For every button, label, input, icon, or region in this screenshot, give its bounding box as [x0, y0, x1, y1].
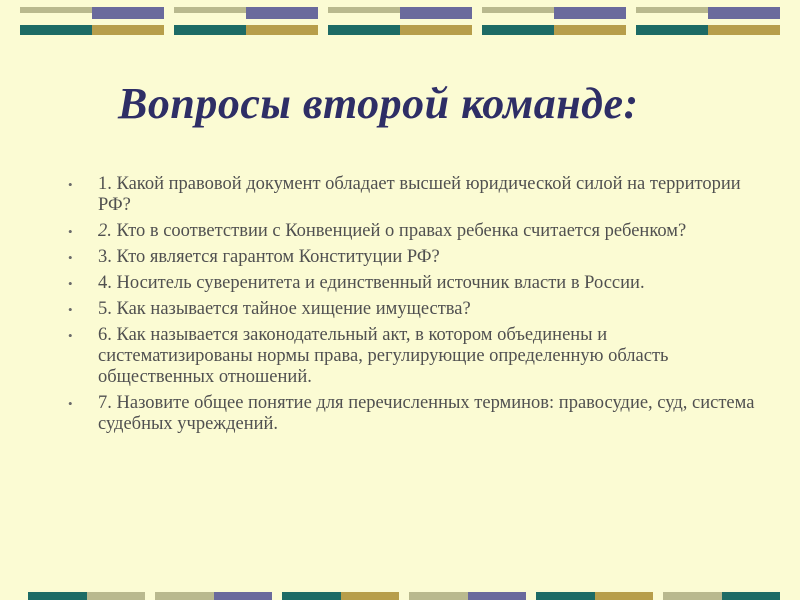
question-item-3	[66, 247, 756, 268]
question-number: 3.	[98, 247, 112, 267]
question-text: Кто в соответствии с Конвенцией о правах ребенка считается ребенком?	[111, 221, 687, 241]
bullet: •	[68, 396, 73, 411]
slide-title: Вопросы второй команде:	[118, 79, 639, 128]
band-tile	[482, 7, 626, 35]
question-number: 4.	[98, 273, 112, 293]
band-tile	[328, 7, 472, 35]
question-item-2	[66, 221, 756, 242]
top-decorative-band	[20, 7, 780, 35]
bullet: •	[68, 276, 73, 291]
band-tile	[174, 7, 318, 35]
question-item-1	[66, 174, 756, 216]
bottom-decorative-band	[0, 592, 800, 600]
question-text: Носитель суверенитета и единственный источник власти в России.	[111, 273, 645, 293]
question-item-4	[66, 273, 756, 294]
bullet: •	[68, 177, 73, 192]
question-text: Кто является гарантом Конституции РФ?	[111, 247, 440, 267]
question-text: Как называется тайное хищение имущества?	[111, 299, 471, 319]
band-tile	[20, 7, 164, 35]
question-number: 6.	[98, 325, 112, 345]
question-text: Какой правовой документ обладает высшей юридической силой на территории РФ?	[98, 174, 741, 215]
question-number: 1.	[98, 174, 112, 194]
question-text: Как называется законодательный акт, в котором объединены и систематизированы нормы права, регулирующие определенную область общественных отношений.	[98, 325, 669, 387]
question-item-7	[66, 393, 756, 435]
band-tile	[636, 7, 780, 35]
question-text: Назовите общее понятие для перечисленных терминов: правосудие, суд, система судебных учреждений.	[98, 393, 755, 434]
bullet: •	[68, 250, 73, 265]
question-item-6	[66, 325, 756, 388]
questions-list	[66, 174, 756, 440]
question-number: 7.	[98, 393, 112, 413]
bullet: •	[68, 302, 73, 317]
question-item-5	[66, 299, 756, 320]
question-number: 2.	[98, 221, 112, 241]
bullet: •	[68, 224, 73, 239]
bullet: •	[68, 328, 73, 343]
question-number: 5.	[98, 299, 112, 319]
